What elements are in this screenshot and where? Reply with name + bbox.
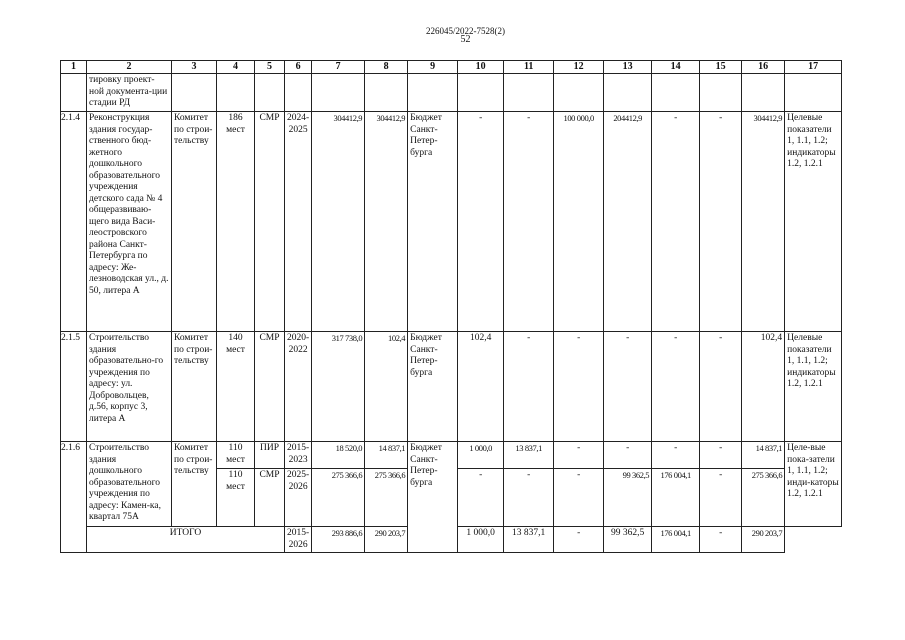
value-15: - <box>700 442 742 469</box>
value-13: 204412,9 <box>604 112 652 332</box>
col-number: 2 <box>87 61 172 74</box>
total-8: 290 203,7 <box>365 527 408 553</box>
indicators: Целе-вые пока-затели 1, 1.1, 1.2; инди-каторы 1.2, 1.2.1 <box>785 442 842 527</box>
col-number: 13 <box>604 61 652 74</box>
total-16: 290 203,7 <box>742 527 785 553</box>
work-type: ПИР <box>255 442 285 469</box>
value-15: - <box>700 332 742 442</box>
col-number: 17 <box>785 61 842 74</box>
work-type: СМР <box>255 469 285 527</box>
value-10: - <box>458 469 504 527</box>
value-7: 317 738,0 <box>312 332 365 442</box>
indicators: Целевые показатели 1, 1.1, 1.2; индикаторы 1.2, 1.2.1 <box>785 332 842 442</box>
value-10: 1 000,0 <box>458 442 504 469</box>
program-table <box>60 60 842 553</box>
funding-source: Бюджет Санкт-Петер-бурга <box>408 442 458 553</box>
value-7: 304412,9 <box>312 112 365 332</box>
total-7: 293 886,6 <box>312 527 365 553</box>
value-8: 304412,9 <box>365 112 408 332</box>
value-11: - <box>504 469 554 527</box>
total-14: 176 004,1 <box>652 527 700 553</box>
funding-source: Бюджет Санкт-Петер-бурга <box>408 332 458 442</box>
col-number: 7 <box>312 61 365 74</box>
total-11: 13 837,1 <box>504 527 554 553</box>
row-number: 2.1.4 <box>61 112 87 332</box>
row-number: 2.1.6 <box>61 442 87 553</box>
table-row <box>61 442 842 469</box>
object-name: Реконструкция здания государ-ственного бюд-жетного дошкольного образовательного учреждения детского сада № 4 общеразвиваю-щего вида Васи-леостровского района Санкт-Петербурга по адресу: Же-лезноводская ул., д. 50, литера А <box>87 112 172 332</box>
total-15: - <box>700 527 742 553</box>
col-number: 12 <box>554 61 604 74</box>
value-14: - <box>652 332 700 442</box>
customer: Комитет по строи-тельству <box>172 442 217 527</box>
period: 2024-2025 <box>285 112 312 332</box>
value-10: 102,4 <box>458 332 504 442</box>
value-16: 14 837,1 <box>742 442 785 469</box>
column-numbers-row <box>61 61 842 74</box>
customer: Комитет по строи-тельству <box>172 112 217 332</box>
document-code: 226045/2022-7528(2) <box>426 26 505 36</box>
value-12: - <box>554 469 604 527</box>
table-row <box>61 332 842 442</box>
funding-source: Бюджет Санкт-Петер-бурга <box>408 112 458 332</box>
total-10: 1 000,0 <box>458 527 504 553</box>
capacity: 110 мест <box>217 442 255 469</box>
object-name: Строительство здания дошкольного образовательного учреждения по адресу: Камен-ка, квартал 75А <box>87 442 172 527</box>
col-number: 8 <box>365 61 408 74</box>
period: 2020-2022 <box>285 332 312 442</box>
work-type: СМР <box>255 332 285 442</box>
value-15: - <box>700 112 742 332</box>
col-number: 3 <box>172 61 217 74</box>
value-7: 18 520,0 <box>312 442 365 469</box>
value-12: - <box>554 332 604 442</box>
customer: Комитет по строи-тельству <box>172 332 217 442</box>
object-name: Строительство здания образовательно-го учреждения по адресу: ул. Добровольцев, д.56, корпус 3, литера А <box>87 332 172 442</box>
value-10: - <box>458 112 504 332</box>
continuation-name: тировку проект-ной документа-ции стадии РД <box>87 74 172 112</box>
value-14: - <box>652 442 700 469</box>
continuation-row <box>61 74 842 112</box>
value-11: 13 837,1 <box>504 442 554 469</box>
value-16: 275 366,6 <box>742 469 785 527</box>
capacity: 186 мест <box>217 112 255 332</box>
col-number: 11 <box>504 61 554 74</box>
value-13: - <box>604 332 652 442</box>
value-7: 275 366,6 <box>312 469 365 527</box>
total-13: 99 362,5 <box>604 527 652 553</box>
col-number: 5 <box>255 61 285 74</box>
value-11: - <box>504 332 554 442</box>
period: 2015-2023 <box>285 442 312 469</box>
value-15: - <box>700 469 742 527</box>
value-8: 275 366,6 <box>365 469 408 527</box>
col-number: 10 <box>458 61 504 74</box>
value-12: - <box>554 442 604 469</box>
value-14: - <box>652 112 700 332</box>
value-14: 176 004,1 <box>652 469 700 527</box>
col-number: 6 <box>285 61 312 74</box>
col-number: 9 <box>408 61 458 74</box>
period: 2015-2026 <box>285 527 312 553</box>
total-12: - <box>554 527 604 553</box>
col-number: 16 <box>742 61 785 74</box>
row-number: 2.1.5 <box>61 332 87 442</box>
page-number: 52 <box>460 34 471 45</box>
value-16: 304412,9 <box>742 112 785 332</box>
value-13: - <box>604 442 652 469</box>
indicators: Целевые показатели 1, 1.1, 1.2; индикаторы 1.2, 1.2.1 <box>785 112 842 332</box>
value-12: 100 000,0 <box>554 112 604 332</box>
col-number: 15 <box>700 61 742 74</box>
value-13: 99 362,5 <box>604 469 652 527</box>
table-row <box>61 112 842 332</box>
period: 2025-2026 <box>285 469 312 527</box>
capacity: 140 мест <box>217 332 255 442</box>
value-16: 102,4 <box>742 332 785 442</box>
total-label: ИТОГО <box>87 527 285 553</box>
col-number: 4 <box>217 61 255 74</box>
value-8: 14 837,1 <box>365 442 408 469</box>
work-type: СМР <box>255 112 285 332</box>
col-number: 1 <box>61 61 87 74</box>
col-number: 14 <box>652 61 700 74</box>
value-8: 102,4 <box>365 332 408 442</box>
value-11: - <box>504 112 554 332</box>
capacity: 110 мест <box>217 469 255 527</box>
